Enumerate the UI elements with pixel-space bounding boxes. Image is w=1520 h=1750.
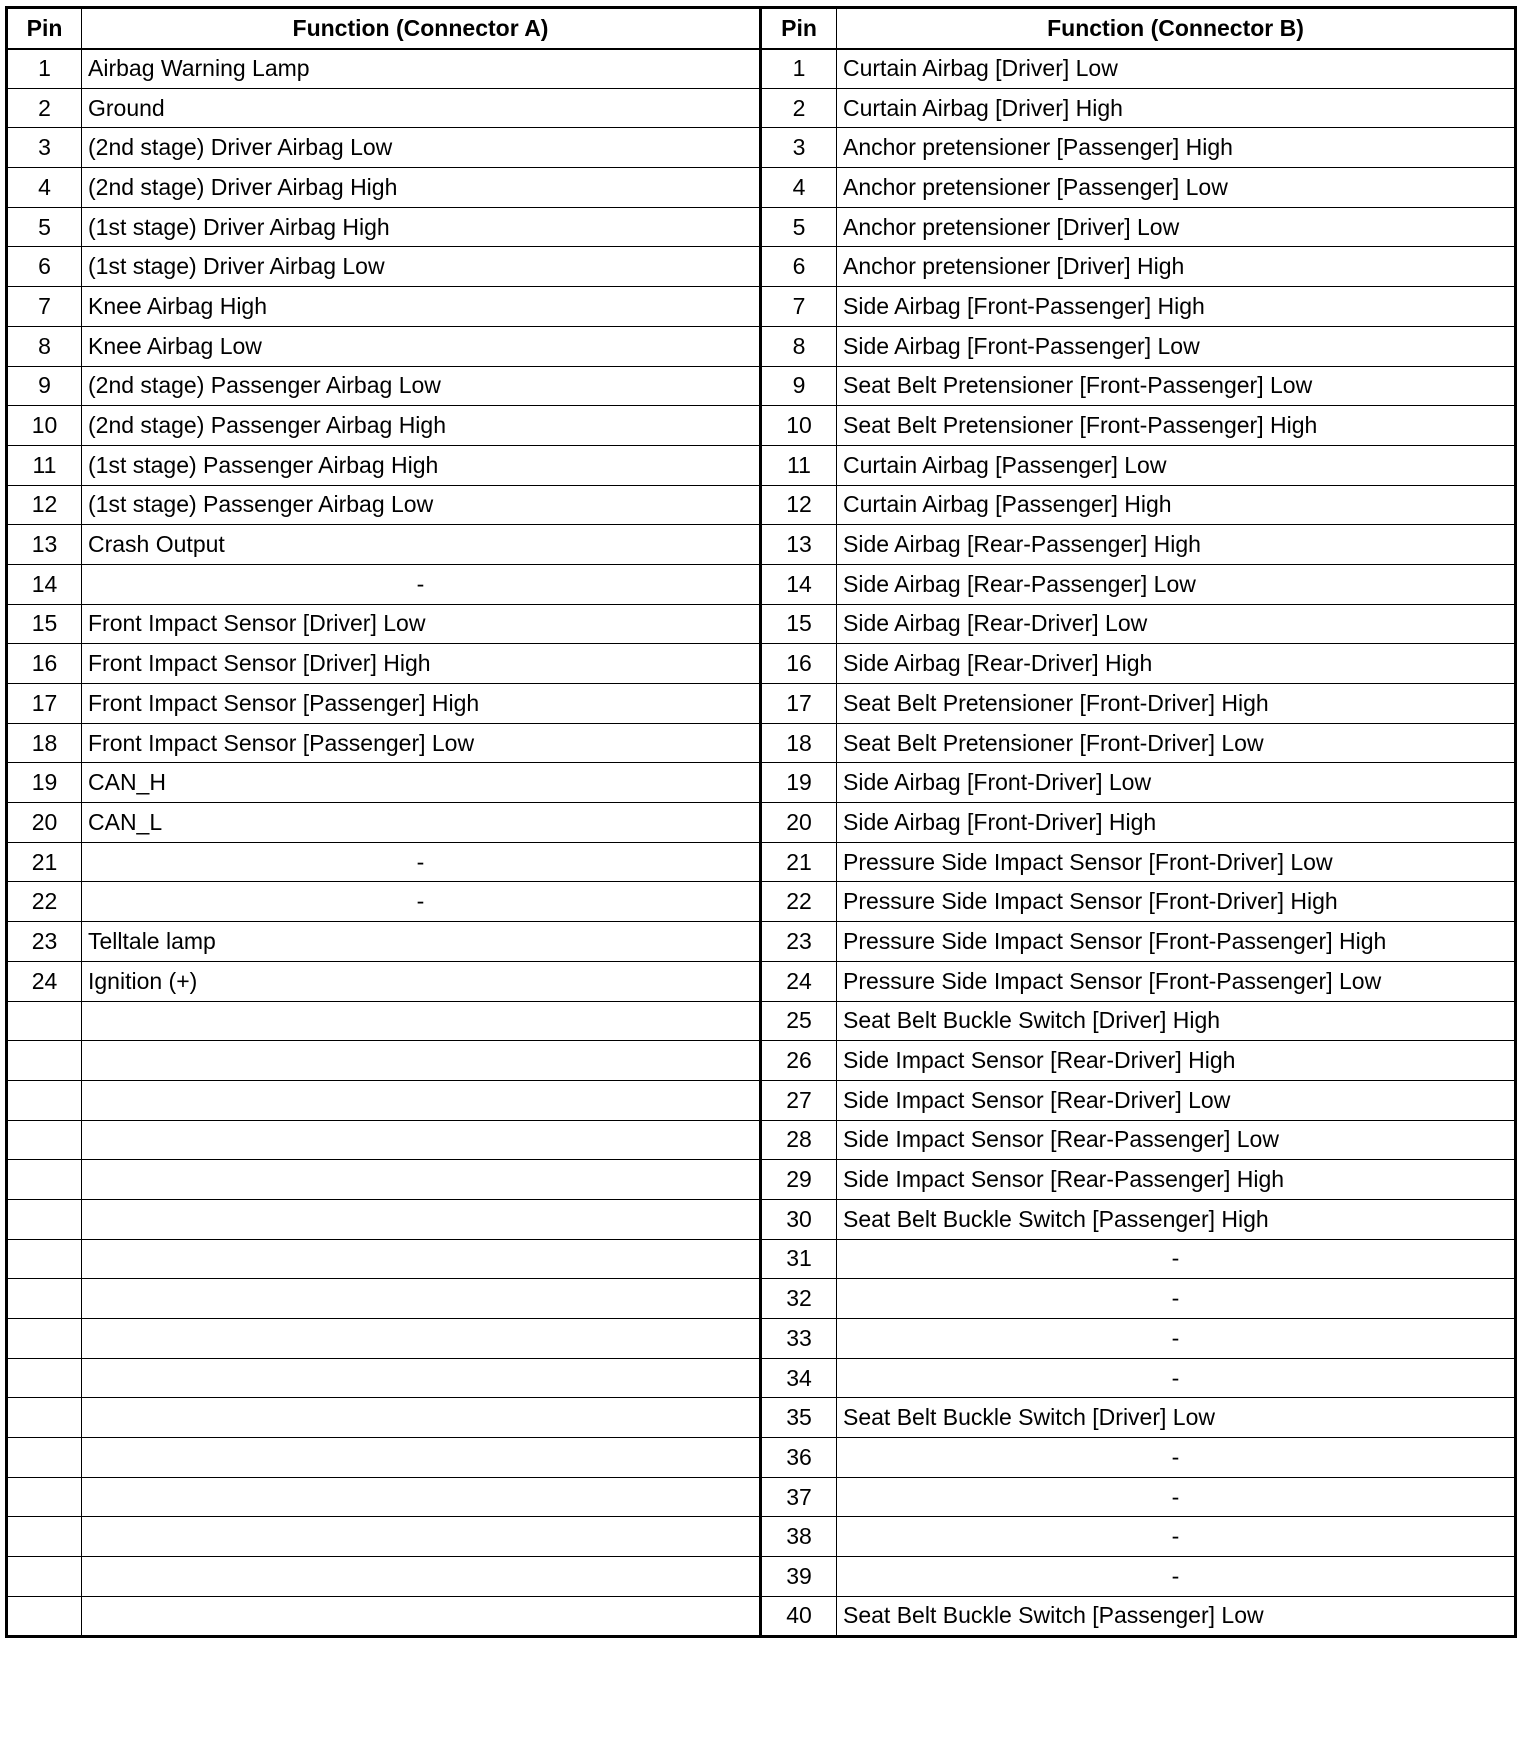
function-b-cell: Side Airbag [Rear-Driver] Low <box>837 604 1516 644</box>
function-a-cell: (2nd stage) Driver Airbag High <box>82 168 761 208</box>
pin-b-cell: 38 <box>761 1517 837 1557</box>
pin-b-cell: 21 <box>761 842 837 882</box>
pin-a-cell <box>7 1041 82 1081</box>
function-b-cell: Side Airbag [Front-Passenger] High <box>837 287 1516 327</box>
table-row <box>7 684 1516 724</box>
function-a-cell <box>82 1001 761 1041</box>
function-b-cell: Pressure Side Impact Sensor [Front-Passenger] Low <box>837 961 1516 1001</box>
function-b-cell: Seat Belt Pretensioner [Front-Passenger] Low <box>837 366 1516 406</box>
table-row <box>7 247 1516 287</box>
function-a-cell: Front Impact Sensor [Passenger] Low <box>82 723 761 763</box>
pin-b-cell: 23 <box>761 922 837 962</box>
function-a-cell: Front Impact Sensor [Driver] Low <box>82 604 761 644</box>
table-row <box>7 1160 1516 1200</box>
pin-a-cell: 16 <box>7 644 82 684</box>
function-a-cell <box>82 1279 761 1319</box>
function-a-cell <box>82 1517 761 1557</box>
function-b-cell: Pressure Side Impact Sensor [Front-Passenger] High <box>837 922 1516 962</box>
table-row <box>7 1041 1516 1081</box>
function-a-cell: Front Impact Sensor [Passenger] High <box>82 684 761 724</box>
table-row <box>7 604 1516 644</box>
pin-b-cell: 27 <box>761 1080 837 1120</box>
pin-b-cell: 34 <box>761 1358 837 1398</box>
header-function-b: Function (Connector B) <box>837 8 1516 49</box>
function-a-cell <box>82 1239 761 1279</box>
table-row <box>7 922 1516 962</box>
function-a-cell: Knee Airbag Low <box>82 326 761 366</box>
pin-b-cell: 22 <box>761 882 837 922</box>
header-row <box>7 8 1516 49</box>
pin-a-cell: 17 <box>7 684 82 724</box>
pin-b-cell: 4 <box>761 168 837 208</box>
pin-b-cell: 24 <box>761 961 837 1001</box>
function-a-cell <box>82 1199 761 1239</box>
pin-b-cell: 10 <box>761 406 837 446</box>
pin-a-cell: 23 <box>7 922 82 962</box>
pin-b-cell: 8 <box>761 326 837 366</box>
pin-b-cell: 40 <box>761 1596 837 1636</box>
function-b-cell: - <box>837 1358 1516 1398</box>
table-row <box>7 525 1516 565</box>
header-function-a: Function (Connector A) <box>82 8 761 49</box>
table-row <box>7 1319 1516 1359</box>
table-row <box>7 842 1516 882</box>
function-a-cell: (1st stage) Driver Airbag Low <box>82 247 761 287</box>
function-b-cell: Side Impact Sensor [Rear-Passenger] Low <box>837 1120 1516 1160</box>
pin-a-cell <box>7 1319 82 1359</box>
table-row <box>7 207 1516 247</box>
pin-b-cell: 9 <box>761 366 837 406</box>
pin-a-cell: 14 <box>7 564 82 604</box>
function-b-cell: Curtain Airbag [Passenger] High <box>837 485 1516 525</box>
table-row <box>7 49 1516 89</box>
pin-a-cell <box>7 1160 82 1200</box>
pin-a-cell: 6 <box>7 247 82 287</box>
function-a-cell: (2nd stage) Passenger Airbag Low <box>82 366 761 406</box>
pin-a-cell: 4 <box>7 168 82 208</box>
function-b-cell: Seat Belt Buckle Switch [Passenger] Low <box>837 1596 1516 1636</box>
pin-b-cell: 32 <box>761 1279 837 1319</box>
function-a-cell <box>82 1160 761 1200</box>
function-b-cell: - <box>837 1239 1516 1279</box>
pin-b-cell: 30 <box>761 1199 837 1239</box>
table-row <box>7 1557 1516 1597</box>
pin-b-cell: 19 <box>761 763 837 803</box>
pin-b-cell: 25 <box>761 1001 837 1041</box>
table-row <box>7 287 1516 327</box>
table-row <box>7 1279 1516 1319</box>
header-pin-a: Pin <box>7 8 82 49</box>
table-row <box>7 564 1516 604</box>
pin-b-cell: 1 <box>761 49 837 89</box>
pin-a-cell: 1 <box>7 49 82 89</box>
function-b-cell: Seat Belt Buckle Switch [Driver] Low <box>837 1398 1516 1438</box>
function-a-cell: CAN_H <box>82 763 761 803</box>
function-b-cell: - <box>837 1438 1516 1478</box>
pin-b-cell: 7 <box>761 287 837 327</box>
pin-a-cell: 21 <box>7 842 82 882</box>
function-b-cell: Anchor pretensioner [Driver] High <box>837 247 1516 287</box>
pin-b-cell: 14 <box>761 564 837 604</box>
function-a-cell <box>82 1557 761 1597</box>
function-a-cell: Airbag Warning Lamp <box>82 49 761 89</box>
function-b-cell: Seat Belt Buckle Switch [Passenger] High <box>837 1199 1516 1239</box>
function-a-cell <box>82 1080 761 1120</box>
pin-a-cell: 20 <box>7 803 82 843</box>
function-a-cell: CAN_L <box>82 803 761 843</box>
pin-b-cell: 20 <box>761 803 837 843</box>
pin-b-cell: 31 <box>761 1239 837 1279</box>
pin-a-cell <box>7 1080 82 1120</box>
pin-a-cell <box>7 1596 82 1636</box>
function-a-cell: (1st stage) Driver Airbag High <box>82 207 761 247</box>
function-a-cell: Crash Output <box>82 525 761 565</box>
pin-a-cell <box>7 1120 82 1160</box>
function-b-cell: Seat Belt Pretensioner [Front-Driver] High <box>837 684 1516 724</box>
pin-b-cell: 13 <box>761 525 837 565</box>
connector-pin-table <box>5 6 1517 1638</box>
table-row <box>7 1517 1516 1557</box>
table-row <box>7 1239 1516 1279</box>
pin-b-cell: 29 <box>761 1160 837 1200</box>
table-row <box>7 1596 1516 1636</box>
function-b-cell: Side Airbag [Front-Driver] Low <box>837 763 1516 803</box>
function-b-cell: Side Airbag [Rear-Passenger] High <box>837 525 1516 565</box>
function-b-cell: Pressure Side Impact Sensor [Front-Driver] High <box>837 882 1516 922</box>
table-row <box>7 445 1516 485</box>
pin-b-cell: 28 <box>761 1120 837 1160</box>
pin-a-cell: 18 <box>7 723 82 763</box>
function-a-cell <box>82 1041 761 1081</box>
pin-b-cell: 12 <box>761 485 837 525</box>
table-row <box>7 1398 1516 1438</box>
function-a-cell: - <box>82 882 761 922</box>
table-row <box>7 803 1516 843</box>
pin-a-cell: 13 <box>7 525 82 565</box>
table-row <box>7 882 1516 922</box>
function-b-cell: - <box>837 1477 1516 1517</box>
pin-a-cell: 22 <box>7 882 82 922</box>
table-row <box>7 1477 1516 1517</box>
table-row <box>7 406 1516 446</box>
table-row <box>7 1080 1516 1120</box>
pin-b-cell: 6 <box>761 247 837 287</box>
function-a-cell <box>82 1120 761 1160</box>
table-row <box>7 1199 1516 1239</box>
function-b-cell: - <box>837 1517 1516 1557</box>
pin-b-cell: 18 <box>761 723 837 763</box>
function-a-cell: (2nd stage) Passenger Airbag High <box>82 406 761 446</box>
pin-a-cell: 15 <box>7 604 82 644</box>
pin-b-cell: 2 <box>761 88 837 128</box>
function-b-cell: - <box>837 1319 1516 1359</box>
function-a-cell: (1st stage) Passenger Airbag High <box>82 445 761 485</box>
table-row <box>7 1438 1516 1478</box>
pin-a-cell: 3 <box>7 128 82 168</box>
pin-a-cell <box>7 1398 82 1438</box>
function-a-cell: Telltale lamp <box>82 922 761 962</box>
pin-a-cell: 7 <box>7 287 82 327</box>
pin-a-cell: 11 <box>7 445 82 485</box>
function-b-cell: Side Airbag [Front-Passenger] Low <box>837 326 1516 366</box>
pin-a-cell <box>7 1477 82 1517</box>
function-b-cell: Curtain Airbag [Driver] High <box>837 88 1516 128</box>
function-b-cell: Side Impact Sensor [Rear-Driver] Low <box>837 1080 1516 1120</box>
pin-b-cell: 17 <box>761 684 837 724</box>
table-row <box>7 961 1516 1001</box>
pin-a-cell <box>7 1517 82 1557</box>
function-b-cell: Seat Belt Pretensioner [Front-Passenger] High <box>837 406 1516 446</box>
pin-a-cell <box>7 1358 82 1398</box>
pin-b-cell: 33 <box>761 1319 837 1359</box>
table-row <box>7 168 1516 208</box>
header-pin-b: Pin <box>761 8 837 49</box>
pin-a-cell: 5 <box>7 207 82 247</box>
function-b-cell: Anchor pretensioner [Driver] Low <box>837 207 1516 247</box>
function-a-cell: Ground <box>82 88 761 128</box>
pin-a-cell: 19 <box>7 763 82 803</box>
function-a-cell: (1st stage) Passenger Airbag Low <box>82 485 761 525</box>
pin-b-cell: 39 <box>761 1557 837 1597</box>
function-a-cell: (2nd stage) Driver Airbag Low <box>82 128 761 168</box>
function-b-cell: Side Airbag [Front-Driver] High <box>837 803 1516 843</box>
pin-a-cell: 10 <box>7 406 82 446</box>
function-b-cell: Seat Belt Pretensioner [Front-Driver] Low <box>837 723 1516 763</box>
table-row <box>7 763 1516 803</box>
function-a-cell <box>82 1438 761 1478</box>
function-b-cell: Anchor pretensioner [Passenger] High <box>837 128 1516 168</box>
table-row <box>7 1001 1516 1041</box>
function-b-cell: Curtain Airbag [Passenger] Low <box>837 445 1516 485</box>
pin-b-cell: 11 <box>761 445 837 485</box>
table-row <box>7 644 1516 684</box>
table-row <box>7 128 1516 168</box>
function-a-cell: - <box>82 564 761 604</box>
function-b-cell: - <box>837 1557 1516 1597</box>
function-a-cell: Knee Airbag High <box>82 287 761 327</box>
pin-a-cell: 8 <box>7 326 82 366</box>
pin-a-cell <box>7 1438 82 1478</box>
pin-a-cell <box>7 1001 82 1041</box>
function-a-cell <box>82 1596 761 1636</box>
function-b-cell: Side Impact Sensor [Rear-Driver] High <box>837 1041 1516 1081</box>
function-a-cell: - <box>82 842 761 882</box>
function-b-cell: Curtain Airbag [Driver] Low <box>837 49 1516 89</box>
function-b-cell: Anchor pretensioner [Passenger] Low <box>837 168 1516 208</box>
function-a-cell: Front Impact Sensor [Driver] High <box>82 644 761 684</box>
pin-b-cell: 36 <box>761 1438 837 1478</box>
function-a-cell: Ignition (+) <box>82 961 761 1001</box>
pin-a-cell <box>7 1239 82 1279</box>
pin-b-cell: 35 <box>761 1398 837 1438</box>
function-a-cell <box>82 1477 761 1517</box>
table-row <box>7 1358 1516 1398</box>
function-b-cell: Side Airbag [Rear-Driver] High <box>837 644 1516 684</box>
table-row <box>7 326 1516 366</box>
table-row <box>7 485 1516 525</box>
pin-a-cell: 24 <box>7 961 82 1001</box>
table-body <box>7 49 1516 1637</box>
table-row <box>7 366 1516 406</box>
pin-b-cell: 16 <box>761 644 837 684</box>
function-a-cell <box>82 1398 761 1438</box>
table-row <box>7 723 1516 763</box>
function-b-cell: Side Airbag [Rear-Passenger] Low <box>837 564 1516 604</box>
pin-a-cell: 12 <box>7 485 82 525</box>
function-b-cell: Seat Belt Buckle Switch [Driver] High <box>837 1001 1516 1041</box>
function-a-cell <box>82 1358 761 1398</box>
table-row <box>7 88 1516 128</box>
pin-a-cell: 9 <box>7 366 82 406</box>
pin-a-cell <box>7 1557 82 1597</box>
function-b-cell: Side Impact Sensor [Rear-Passenger] High <box>837 1160 1516 1200</box>
function-a-cell <box>82 1319 761 1359</box>
pin-b-cell: 37 <box>761 1477 837 1517</box>
pin-b-cell: 5 <box>761 207 837 247</box>
pin-a-cell <box>7 1279 82 1319</box>
function-b-cell: - <box>837 1279 1516 1319</box>
pin-a-cell <box>7 1199 82 1239</box>
pin-b-cell: 3 <box>761 128 837 168</box>
pin-b-cell: 15 <box>761 604 837 644</box>
table-row <box>7 1120 1516 1160</box>
function-b-cell: Pressure Side Impact Sensor [Front-Driver] Low <box>837 842 1516 882</box>
pin-b-cell: 26 <box>761 1041 837 1081</box>
pin-a-cell: 2 <box>7 88 82 128</box>
